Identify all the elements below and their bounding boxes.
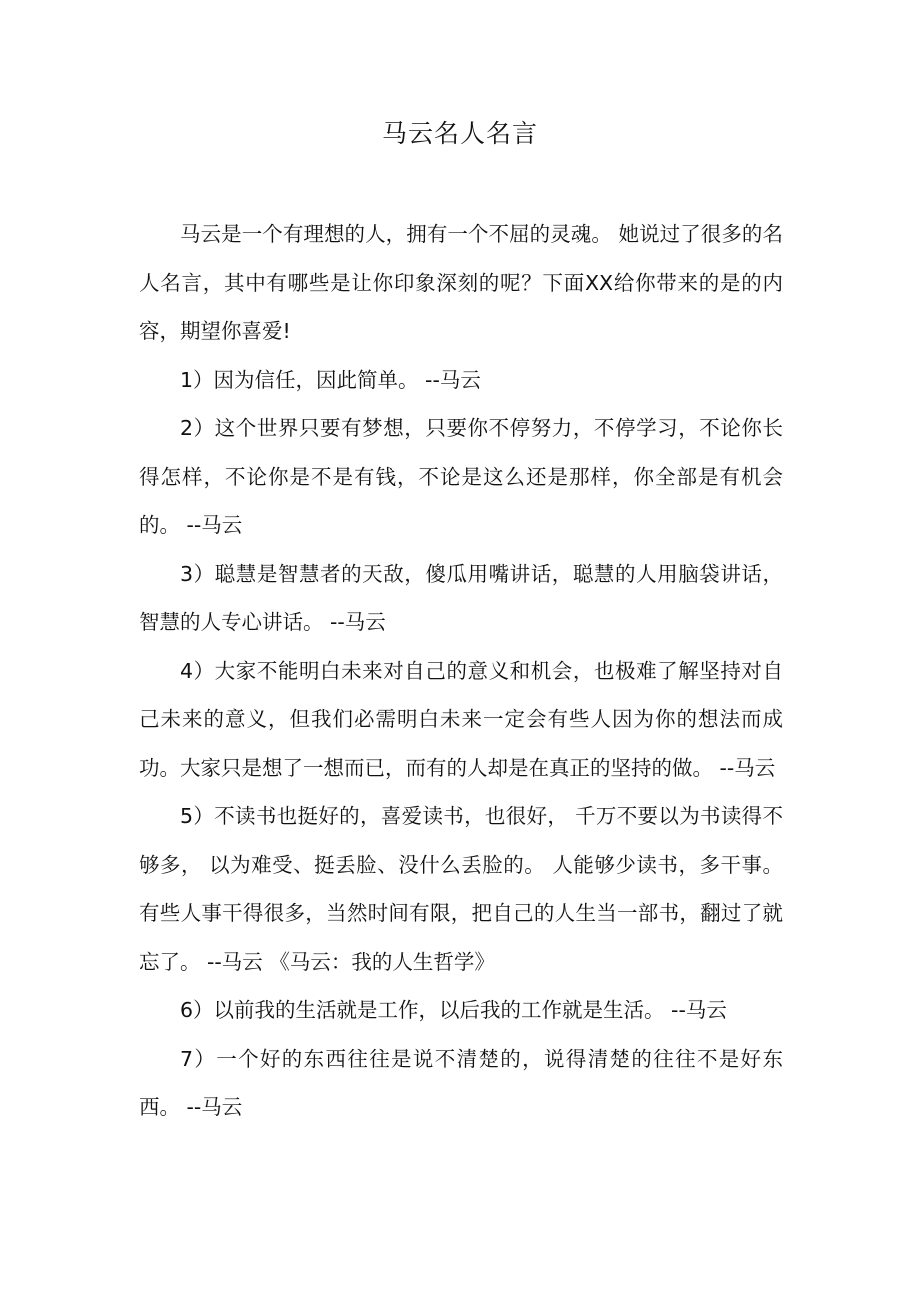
quote-paragraph-6: 6）以前我的生活就是工作，以后我的工作就是生活。 --马云 bbox=[180, 998, 727, 1022]
document-body bbox=[139, 210, 783, 1132]
intro-paragraph: 马云是一个有理想的人，拥有一个不屈的灵魂。 她说过了很多的名人名言，其中有哪些是让你印象深刻的呢？下面XX给你带来的是的内容，期望你喜爱! bbox=[139, 222, 783, 343]
quote-paragraph-2: 2）这个世界只要有梦想，只要你不停努力，不停学习，不论你长得怎样，不论你是不是有钱，不论是这么还是那样，你全部是有机会的。 --马云 bbox=[139, 416, 783, 537]
quote-paragraph-1: 1）因为信任，因此简单。 --马云 bbox=[180, 367, 481, 392]
document-title: 马云名人名言 bbox=[381, 119, 538, 148]
quote-paragraph-5: 5）不读书也挺好的，喜爱读书，也很好， 千万不要以为书读得不够多， 以为难受、挺丢脸、没什么丢脸的。 人能够少读书，多干事。 有些人事干得很多，当然时间有限，把自己的人生当一部书，翻过了就忘了。 --马云 《马云：我的人生哲学》 bbox=[139, 804, 783, 974]
quote-paragraph-3: 3）聪慧是智慧者的天敌，傻瓜用嘴讲话，聪慧的人用脑袋讲话，智慧的人专心讲话。 --马云 bbox=[139, 561, 783, 634]
quote-paragraph-7: 7）一个好的东西往往是说不清楚的，说得清楚的往往不是好东西。 --马云 bbox=[139, 1046, 783, 1119]
quote-paragraph-4: 4）大家不能明白未来对自己的意义和机会，也极难了解坚持对自己未来的意义，但我们必需明白未来一定会有些人因为你的想法而成功。大家只是想了一想而已，而有的人却是在真正的坚持的做。 --马云 bbox=[139, 658, 783, 780]
